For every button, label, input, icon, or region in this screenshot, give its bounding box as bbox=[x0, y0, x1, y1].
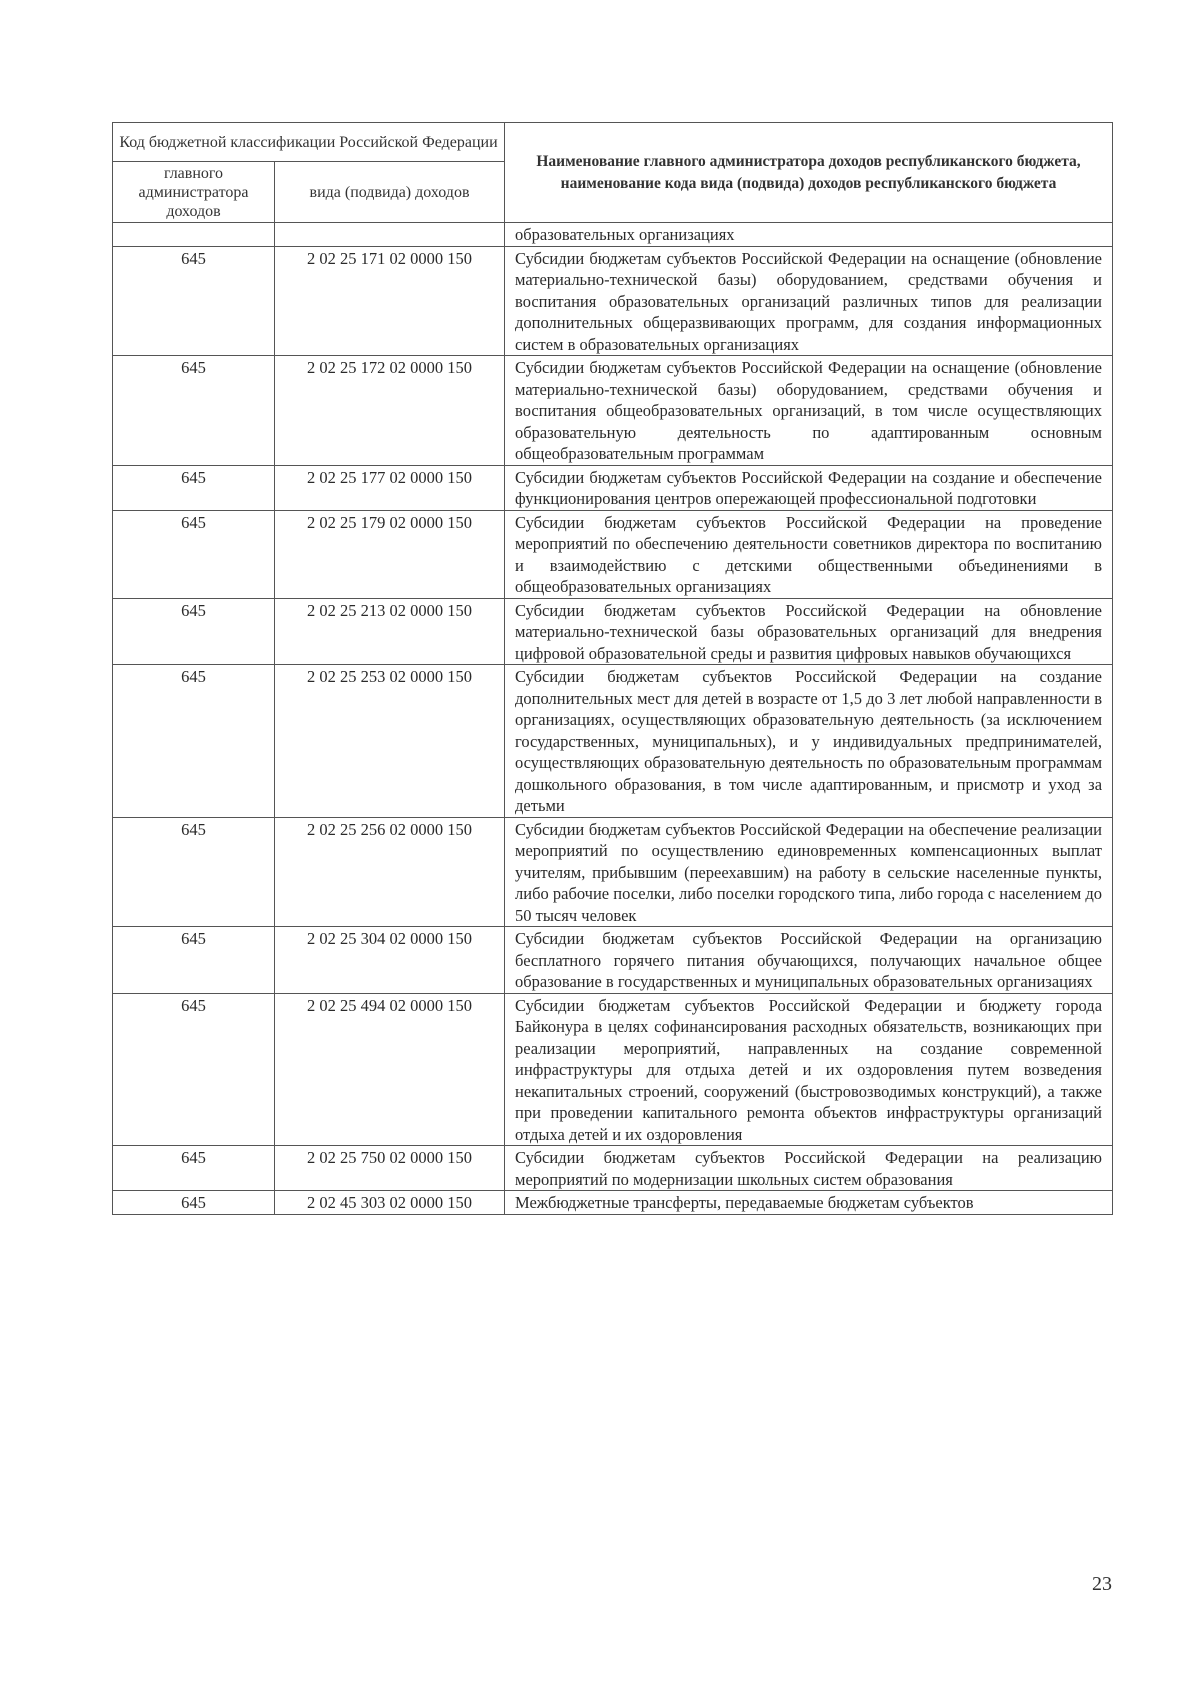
revenue-name-cell: Субсидии бюджетам субъектов Российской Федерации на реализацию мероприятий по модернизации школьных систем образования bbox=[505, 1146, 1113, 1191]
revenue-code-cell: 2 02 25 494 02 0000 150 bbox=[275, 993, 505, 1146]
table-row bbox=[113, 465, 1113, 510]
revenue-code-cell: 2 02 25 172 02 0000 150 bbox=[275, 356, 505, 466]
table-row bbox=[113, 927, 1113, 994]
revenue-code-cell bbox=[275, 223, 505, 247]
admin-code-cell: 645 bbox=[113, 993, 275, 1146]
table-row bbox=[113, 223, 1113, 247]
revenue-name-cell: Субсидии бюджетам субъектов Российской Федерации на проведение мероприятий по обеспечению деятельности советников директора по воспитанию и взаимодействию с детскими общественными объединениями в общеобразовательных организациях bbox=[505, 510, 1113, 598]
revenue-name-cell: Субсидии бюджетам субъектов Российской Федерации на оснащение (обновление материально-технической базы) оборудованием, средствами обучения и воспитания общеобразовательных организаций, в том числе осуществляющих образовательную деятельность по адаптированным основным общеобразовательным программам bbox=[505, 356, 1113, 466]
admin-code-cell: 645 bbox=[113, 1191, 275, 1215]
revenue-name-cell: Субсидии бюджетам субъектов Российской Федерации на создание дополнительных мест для детей в возрасте от 1,5 до 3 лет любой направленности в организациях, осуществляющих образовательную деятельность (за исключением государственных, муниципальных), и у индивидуальных предпринимателей, осуществляющих образовательную деятельность по образовательным программам дошкольного образования, в том числе адаптированным, и присмотр и уход за детьми bbox=[505, 665, 1113, 818]
table-row bbox=[113, 1146, 1113, 1191]
revenue-code-cell: 2 02 25 253 02 0000 150 bbox=[275, 665, 505, 818]
table-body bbox=[113, 223, 1113, 1215]
revenue-name-cell: Субсидии бюджетам субъектов Российской Федерации на организацию бесплатного горячего питания обучающихся, получающих начальное общее образование в государственных и муниципальных образовательных организациях bbox=[505, 927, 1113, 994]
admin-code-cell: 645 bbox=[113, 1146, 275, 1191]
revenue-name-cell: Межбюджетные трансферты, передаваемые бюджетам субъектов bbox=[505, 1191, 1113, 1215]
revenue-code-cell: 2 02 25 177 02 0000 150 bbox=[275, 465, 505, 510]
table-row bbox=[113, 665, 1113, 818]
table-row bbox=[113, 993, 1113, 1146]
revenue-code-cell: 2 02 45 303 02 0000 150 bbox=[275, 1191, 505, 1215]
admin-code-cell: 645 bbox=[113, 817, 275, 927]
revenue-code-cell: 2 02 25 750 02 0000 150 bbox=[275, 1146, 505, 1191]
page-number: 23 bbox=[1092, 1573, 1112, 1595]
revenue-name-cell: Субсидии бюджетам субъектов Российской Федерации и бюджету города Байконура в целях софинансирования расходных обязательств, возникающих при реализации мероприятий, направленных на создание современной инфраструктуры для отдыха детей и их оздоровления путем возведения некапитальных строений, сооружений (быстровозводимых конструкций), а также при проведении капитального ремонта объектов инфраструктуры организаций отдыха детей и их оздоровления bbox=[505, 993, 1113, 1146]
table-row bbox=[113, 356, 1113, 466]
table-row bbox=[113, 246, 1113, 356]
revenue-name-cell: Субсидии бюджетам субъектов Российской Федерации на создание и обеспечение функционирования центров опережающей профессиональной подготовки bbox=[505, 465, 1113, 510]
admin-code-cell: 645 bbox=[113, 510, 275, 598]
revenue-code-cell: 2 02 25 304 02 0000 150 bbox=[275, 927, 505, 994]
revenue-name-cell: Субсидии бюджетам субъектов Российской Федерации на обновление материально-технической базы образовательных организаций для внедрения цифровой образовательной среды и развития цифровых навыков обучающихся bbox=[505, 598, 1113, 665]
revenue-name-cell: образовательных организациях bbox=[505, 223, 1113, 247]
table-row bbox=[113, 1191, 1113, 1215]
table-row bbox=[113, 510, 1113, 598]
revenue-code-cell: 2 02 25 171 02 0000 150 bbox=[275, 246, 505, 356]
admin-code-cell: 645 bbox=[113, 356, 275, 466]
header-code: вида (подвида) доходов bbox=[275, 162, 505, 223]
revenue-code-cell: 2 02 25 256 02 0000 150 bbox=[275, 817, 505, 927]
revenue-code-cell: 2 02 25 179 02 0000 150 bbox=[275, 510, 505, 598]
header-name: Наименование главного администратора доходов республиканского бюджета, наименование кода вида (подвида) доходов республиканского бюджета bbox=[505, 123, 1113, 223]
table-row bbox=[113, 598, 1113, 665]
admin-code-cell: 645 bbox=[113, 246, 275, 356]
header-admin: главного администратора доходов bbox=[113, 162, 275, 223]
admin-code-cell: 645 bbox=[113, 665, 275, 818]
admin-code-cell: 645 bbox=[113, 598, 275, 665]
revenue-name-cell: Субсидии бюджетам субъектов Российской Федерации на оснащение (обновление материально-технической базы) оборудованием, средствами обучения и воспитания образовательных организаций различных типов для реализации дополнительных общеразвивающих программ, для создания информационных систем в образовательных организациях bbox=[505, 246, 1113, 356]
revenue-code-cell: 2 02 25 213 02 0000 150 bbox=[275, 598, 505, 665]
header-classification-group: Код бюджетной классификации Российской Федерации bbox=[113, 123, 505, 162]
budget-classification-table bbox=[112, 122, 1113, 1215]
admin-code-cell: 645 bbox=[113, 927, 275, 994]
admin-code-cell bbox=[113, 223, 275, 247]
admin-code-cell: 645 bbox=[113, 465, 275, 510]
revenue-name-cell: Субсидии бюджетам субъектов Российской Федерации на обеспечение реализации мероприятий по осуществлению единовременных компенсационных выплат учителям, прибывшим (переехавшим) на работу в сельские населенные пункты, либо рабочие поселки, либо поселки городского типа, либо города с населением до 50 тысяч человек bbox=[505, 817, 1113, 927]
table-row bbox=[113, 817, 1113, 927]
